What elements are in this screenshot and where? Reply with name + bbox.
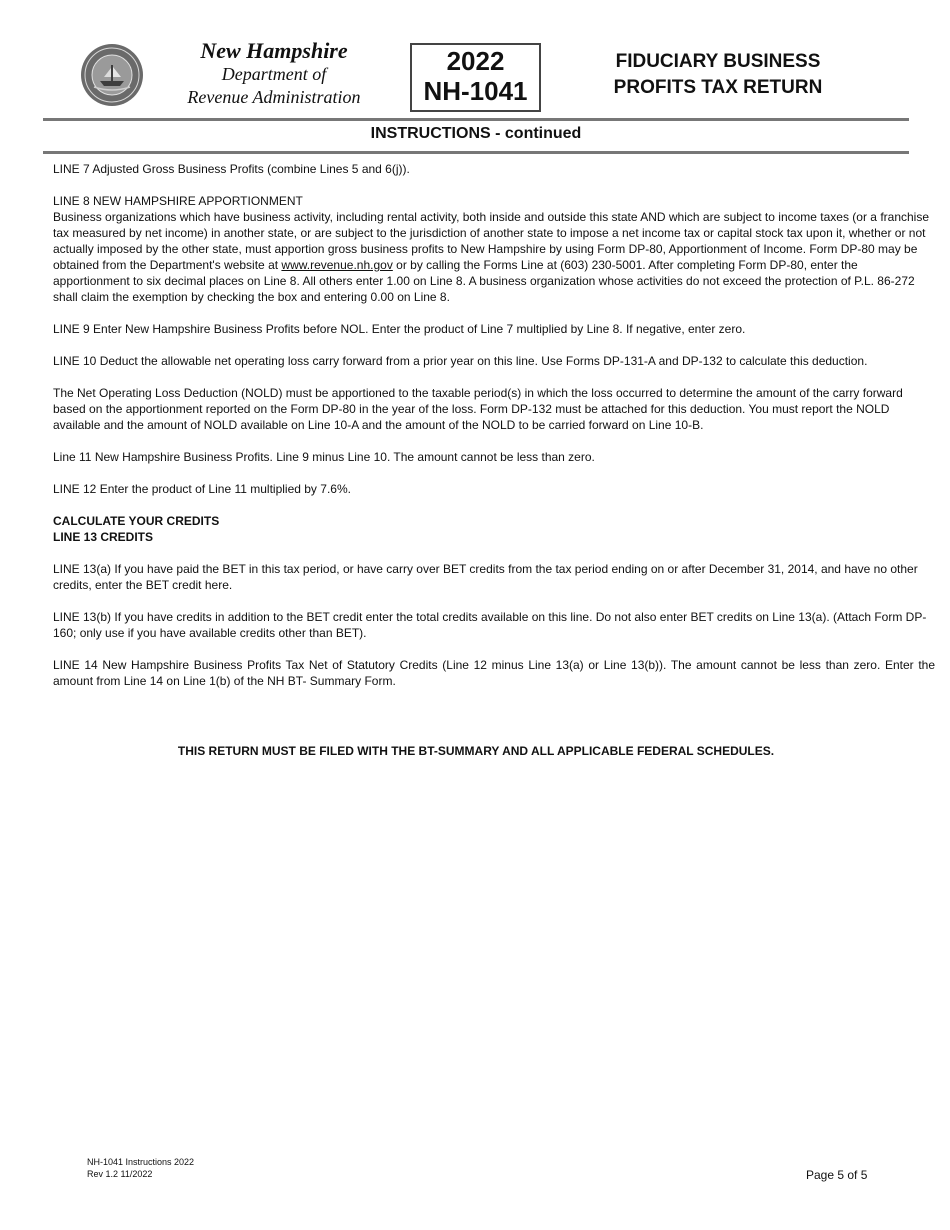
header-rule-top [43,118,909,121]
instructions-body [53,161,935,705]
line-7-instruction: LINE 7 Adjusted Gross Business Profits (combine Lines 5 and 6(j)). [53,162,410,176]
form-year: 2022 [446,46,505,76]
line-8-text-b: or by calling the Forms Line at (603) 230-5001. After completing Form DP-80, enter the apportionment to six decimal places on Line 8. All others enter 1.00 on Line 8. A business organization whose activities do not exceed the protection of P.L. 86-272 shall claim the exemption by checking the box and entering 0.00 on Line 8. [53,258,915,304]
line-10-instruction: LINE 10 Deduct the allowable net operating loss carry forward from a prior year on this line. Use Forms DP-131-A and DP-132 to calculate this deduction. [53,354,868,368]
page-number: Page 5 of 5 [806,1168,868,1182]
footer-doc-name: NH-1041 Instructions 2022 [87,1157,195,1167]
nold-instruction: The Net Operating Loss Deduction (NOLD) must be apportioned to the taxable period(s) in which the loss occurred to determine the amount of the carry forward based on the apportionment reported on the Form DP-80 in the year of the loss. Form DP-132 must be attached for this deduction. You must report the NOLD available and the amount of NOLD available on Line 10-A and the amount of the NOLD to be carried forward on Line 10-B. [53,386,903,432]
line-13a-instruction: LINE 13(a) If you have paid the BET in this tax period, or have carry over BET credits from the tax period ending on or after December 31, 2014, and have no other credits, enter the BET credit here. [53,562,918,592]
line-13b-instruction: LINE 13(b) If you have credits in addition to the BET credit enter the total credits available on this line. Do not also enter BET credits on Line 13(a). (Attach Form DP-160; only use if you have available credits other than BET). [53,610,927,640]
credits-heading: CALCULATE YOUR CREDITS [53,514,220,528]
section-heading: INSTRUCTIONS - continued [370,125,582,142]
form-title-line-1: FIDUCIARY BUSINESS [615,51,821,72]
line-8-heading: LINE 8 NEW HAMPSHIRE APPORTIONMENT [53,194,303,208]
footer-doc-info [87,1156,194,1180]
line-13-heading: LINE 13 CREDITS [53,530,154,544]
line-11-instruction: Line 11 New Hampshire Business Profits. Line 9 minus Line 10. The amount cannot be less than zero. [53,450,595,464]
department-line-1: Department of [221,64,327,84]
line-14-instruction: LINE 14 New Hampshire Business Profits Tax Net of Statutory Credits (Line 12 minus Line 13(a) or Line 13(b)). The amount cannot be less than zero. Enter the amount from Line 14 on Line 1(b) of the NH BT- Summary Form. [53,658,935,688]
credits-heading-block [53,513,935,545]
department-line-2: Revenue Administration [187,87,361,107]
line-12-instruction: LINE 12 Enter the product of Line 11 multiplied by 7.6%. [53,482,351,496]
revenue-website-link[interactable]: www.revenue.nh.gov [281,258,393,272]
filing-notice: THIS RETURN MUST BE FILED WITH THE BT-SUMMARY AND ALL APPLICABLE FEDERAL SCHEDULES. [177,744,775,758]
footer-revision: Rev 1.2 11/2022 [87,1169,153,1179]
form-id-box [410,43,541,112]
line-8-text-a: Business organizations which have business activity, including rental activity, both inside and outside this state AND which are subject to income taxes (or a franchise tax measured by net income) in another state, or are subject to the jurisdiction of another state to impose a net income tax or capital stock tax upon it, whether or not actually imposed by the other state, must apportion gross business profits to New Hampshire by using Form DP-80, Apportionment of Income. Form DP-80 may be obtained from the Department's website at [53,210,930,272]
header-rule-bottom [43,151,909,154]
agency-block [160,38,388,109]
line-8-instruction [53,193,935,305]
line-9-instruction: LINE 9 Enter New Hampshire Business Profits before NOL. Enter the product of Line 7 multiplied by Line 8. If negative, enter zero. [53,322,746,336]
form-number: NH-1041 [423,76,528,106]
form-title [592,49,844,101]
state-seal-icon [80,43,144,107]
state-name: New Hampshire [200,38,348,63]
form-title-line-2: PROFITS TAX RETURN [613,77,823,98]
